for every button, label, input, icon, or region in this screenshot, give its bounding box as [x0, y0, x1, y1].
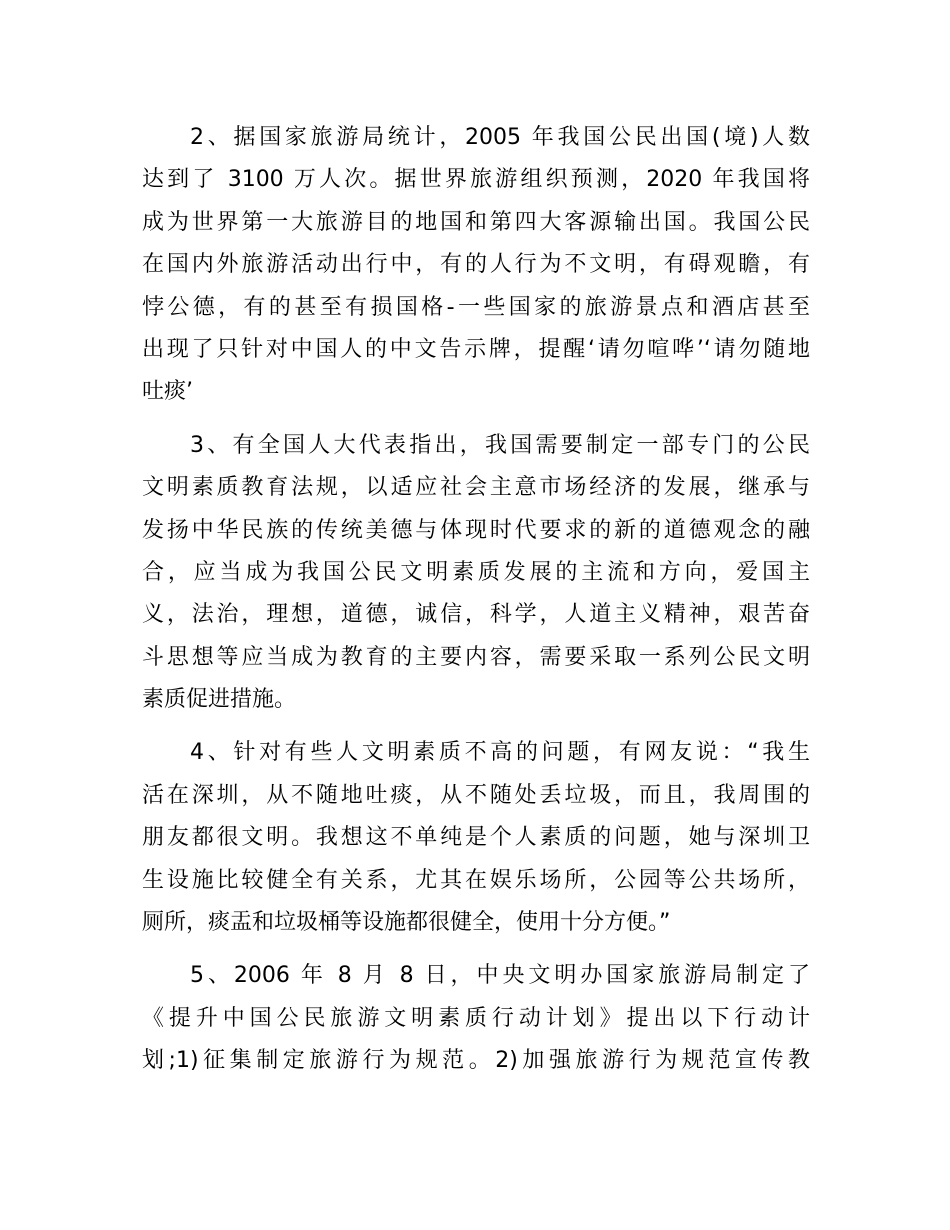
text-line: 合，应当成为我国公民文明素质发展的主流和方向，爱国主	[142, 559, 810, 585]
text-line: 悖公德，有的甚至有损国格-一些国家的旅游景点和酒店甚至	[142, 294, 810, 320]
paragraph-4	[142, 732, 810, 944]
text-line: 成为世界第一大旅游目的地国和第四大客源输出国。我国公民	[142, 209, 810, 235]
text-line: 2、据国家旅游局统计，2005 年我国公民出国(境)人数	[190, 125, 810, 150]
text-line: 吐痰’	[142, 379, 193, 405]
text-line: 出现了只针对中国人的中文告示牌，提醒‘请勿喧哗’‘请勿随地	[142, 336, 810, 362]
text-line: 《提升中国公民旅游文明素质行动计划》提出以下行动计	[142, 1005, 810, 1031]
text-line: 朋友都很文明。我想这不单纯是个人素质的问题，她与深圳卫	[142, 825, 810, 851]
text-line: 4、针对有些人文明素质不高的问题，有网友说：“我生	[190, 740, 810, 766]
text-line: 厕所，痰盂和垃圾桶等设施都很健全，使用十分方便。”	[142, 910, 671, 936]
text-line: 5、2006 年 8 月 8 日，中央文明办国家旅游局制定了	[190, 963, 810, 989]
paragraph-3	[142, 425, 810, 722]
text-line: 划;1)征集制定旅游行为规范。2)加强旅游行为规范宣传教	[142, 1048, 810, 1074]
paragraph-gap	[142, 721, 810, 732]
text-line: 在国内外旅游活动出行中，有的人行为不文明，有碍观瞻，有	[142, 252, 810, 278]
text-line: 发扬中华民族的传统美德与体现时代要求的新的道德观念的融	[142, 517, 810, 543]
text-line: 达到了 3100 万人次。据世界旅游组织预测，2020 年我国将	[142, 167, 810, 193]
text-line: 素质促进措施。	[142, 687, 297, 713]
text-line: 斗思想等应当成为教育的主要内容，需要采取一系列公民文明	[142, 644, 810, 670]
paragraph-gap	[142, 944, 810, 955]
text-line: 义，法治，理想，道德，诚信，科学，人道主义精神，艰苦奋	[142, 602, 810, 628]
text-line: 活在深圳，从不随地吐痰，从不随处丢垃圾，而且，我周围的	[142, 782, 810, 808]
paragraph-gap	[142, 414, 810, 425]
paragraph-2	[142, 117, 810, 414]
document-body	[142, 117, 810, 1083]
text-line: 生设施比较健全有关系，尤其在娱乐场所，公园等公共场所，	[142, 867, 810, 893]
text-line: 文明素质教育法规，以适应社会主意市场经济的发展，继承与	[142, 475, 810, 501]
paragraph-5	[142, 955, 810, 1082]
text-line: 3、有全国人大代表指出，我国需要制定一部专门的公民	[190, 432, 810, 458]
